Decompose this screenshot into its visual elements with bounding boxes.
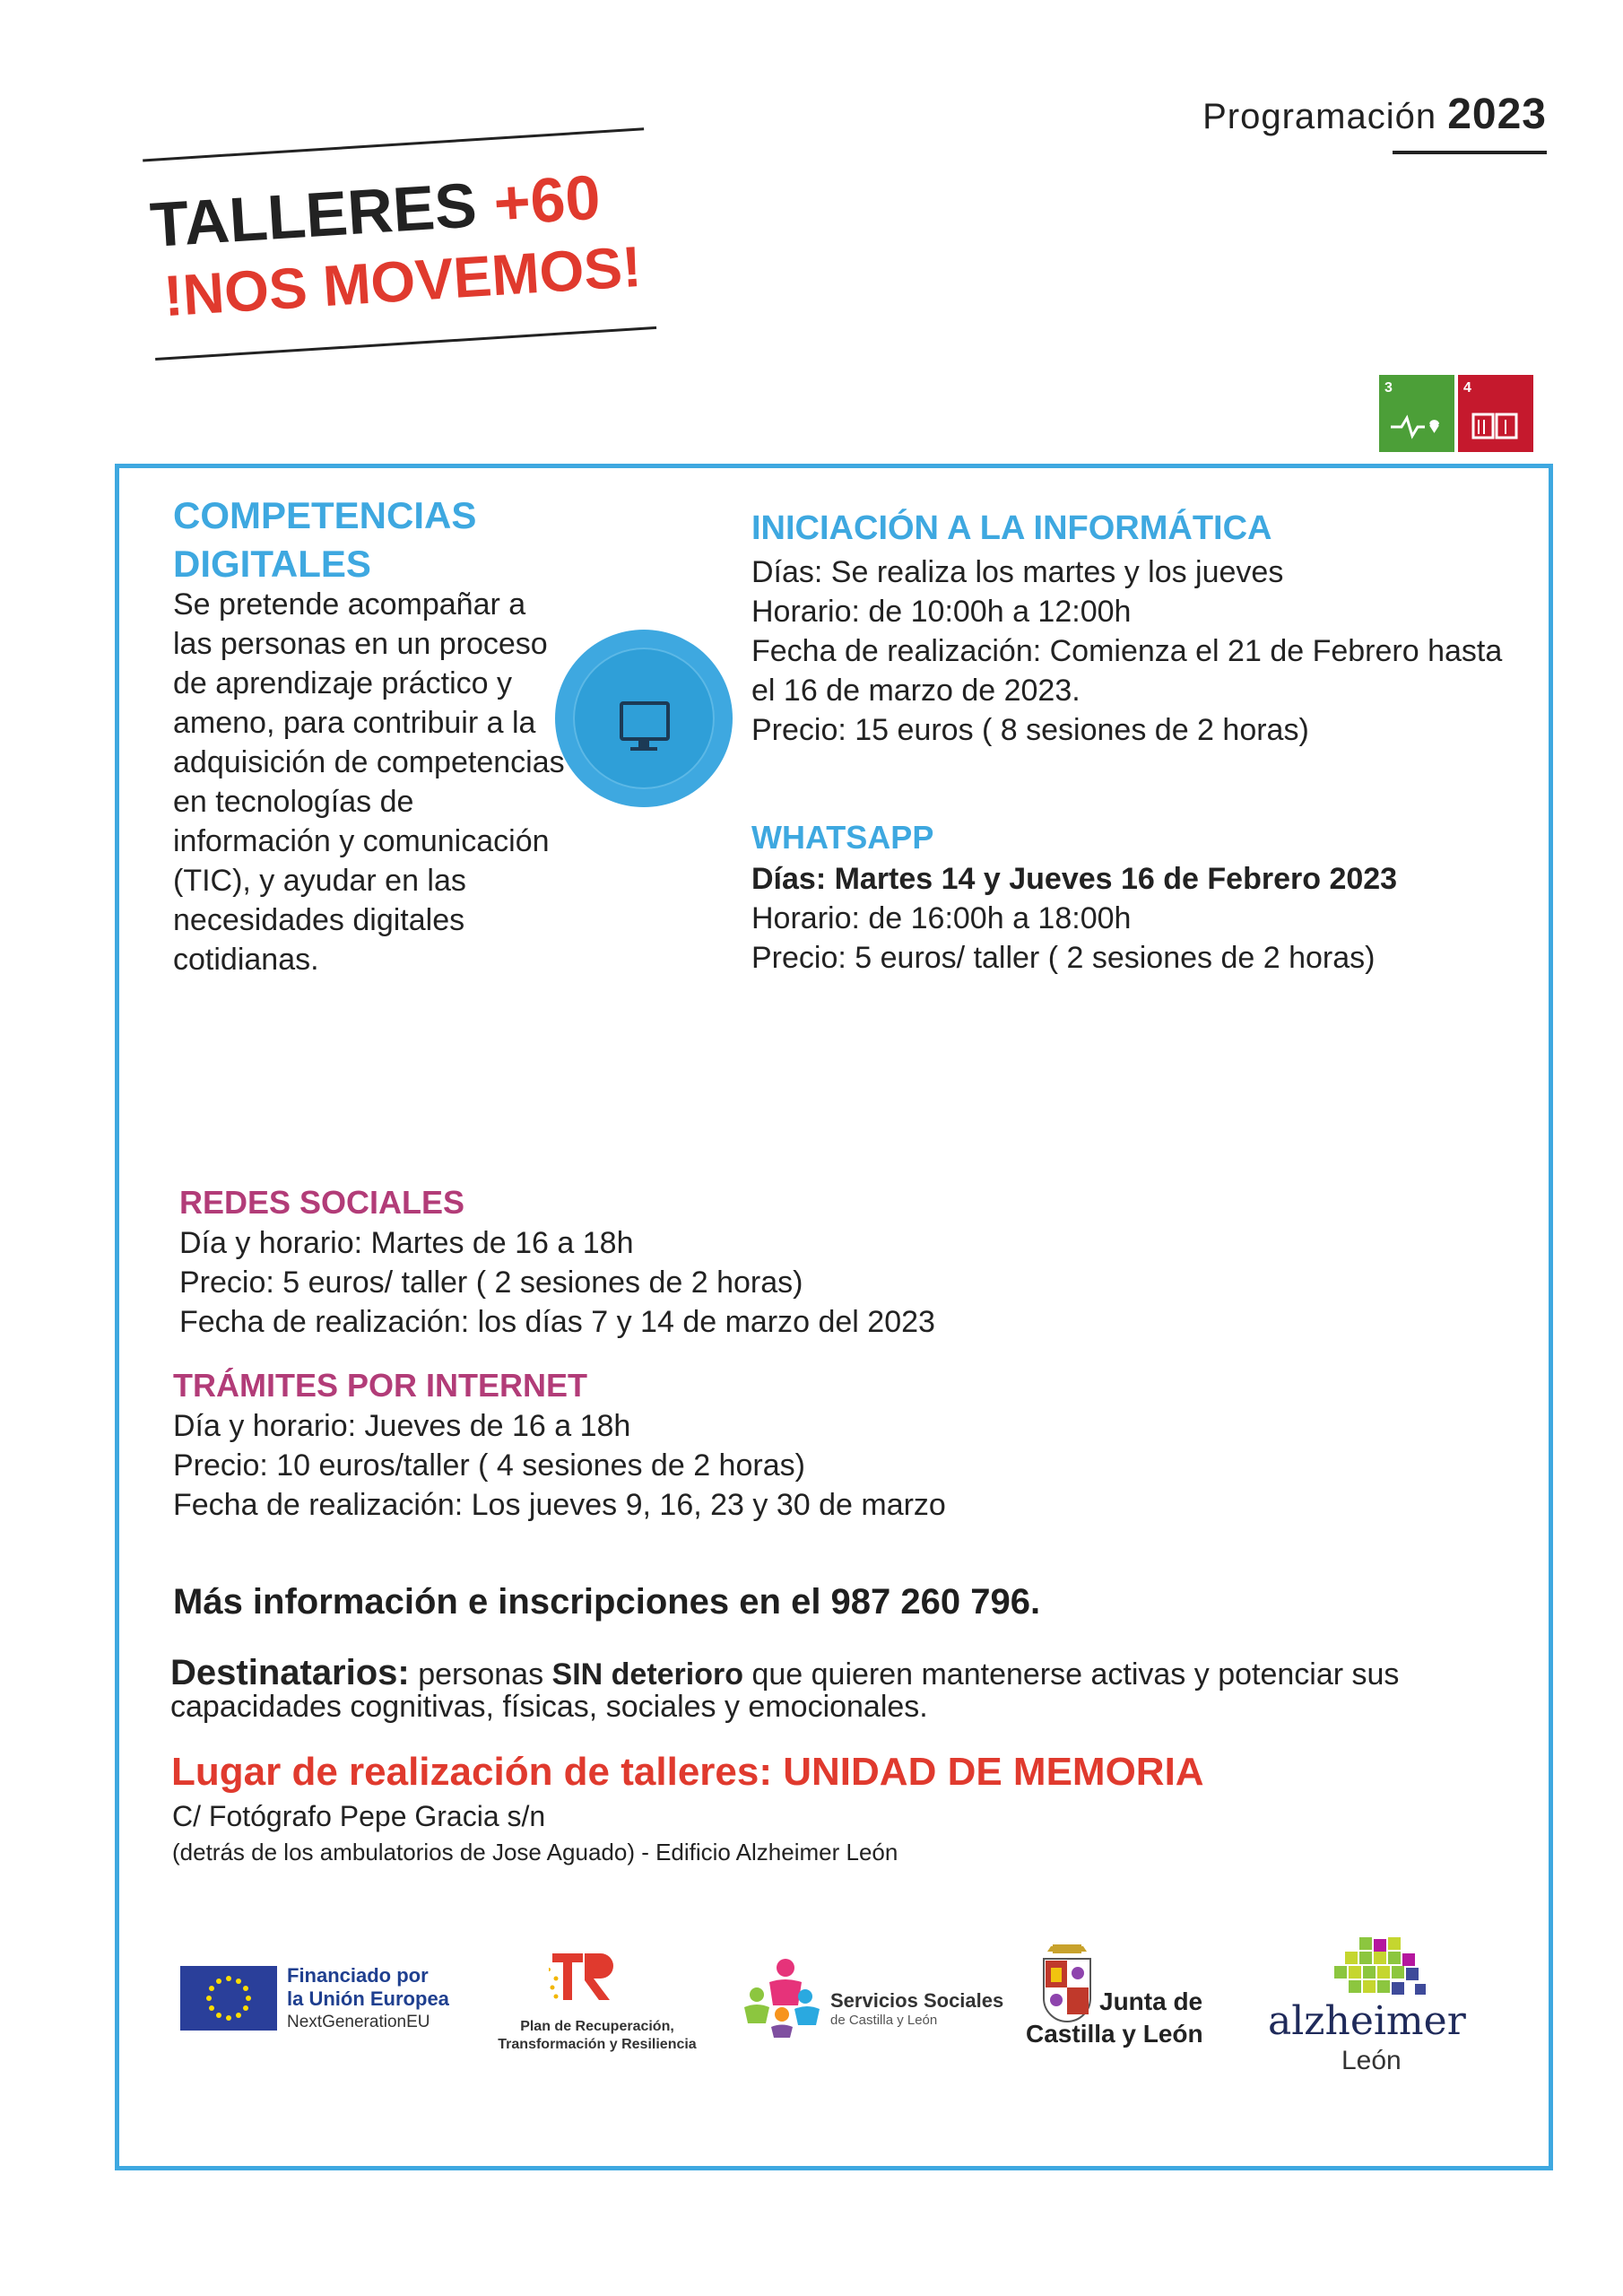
title-plus60: +60 (491, 161, 603, 239)
tramites-title: TRÁMITES POR INTERNET (173, 1367, 588, 1404)
programacion-year: 2023 (1447, 91, 1547, 138)
destinatarios-text-a: personas (409, 1657, 552, 1692)
tramites-horario: Día y horario: Jueves de 16 a 18h (173, 1409, 631, 1443)
info-phone: Más información e inscripciones en el 987 260 796. (173, 1582, 1041, 1622)
servicios-sociales-logo-icon (742, 1955, 825, 2038)
competencias-text: Se pretende acompañar a las personas en un proceso de aprendizaje práctico y ameno, para contribuir a la adquisición de competencias en tecnologías de información y comunicación (TIC), y ayudar en las necesidades digitales cotidianas. (173, 587, 565, 977)
title-block (135, 111, 664, 395)
iniciacion-horario: Horario: de 10:00h a 12:00h (751, 595, 1132, 629)
monitor-screen (620, 701, 670, 741)
lugar-address: C/ Fotógrafo Pepe Gracia s/n (172, 1800, 546, 1832)
destinatarios-label: Destinatarios: (170, 1653, 410, 1692)
monitor-base (630, 747, 657, 751)
alzheimer-line-2: León (1341, 2046, 1402, 2075)
lugar-note: (detrás de los ambulatorios de Jose Aguado) - Edificio Alzheimer León (172, 1839, 898, 1866)
title-top-rule (143, 127, 644, 161)
competencias-title: COMPETENCIAS DIGITALES (173, 494, 477, 585)
eu-line-2: la Unión Europea (287, 1987, 449, 2010)
redes-precio: Precio: 5 euros/ taller ( 2 sesiones de 2 horas) (179, 1265, 803, 1300)
tramites-precio: Precio: 10 euros/taller ( 4 sesiones de 2 horas) (173, 1448, 805, 1483)
iniciacion-dias: Días: Se realiza los martes y los jueves (751, 555, 1284, 589)
destinatarios (170, 1653, 1506, 1724)
sdg-badge-4 (1458, 375, 1533, 452)
iniciacion-precio: Precio: 15 euros ( 8 sesiones de 2 horas) (751, 713, 1309, 747)
tramites-fecha: Fecha de realización: Los jueves 9, 16, 23 y 30 de marzo (173, 1488, 946, 1522)
eu-line-1: Financiado por (287, 1964, 429, 1987)
whatsapp-details (751, 859, 1523, 978)
servicios-sociales-line-1: Servicios Sociales (830, 1989, 1004, 2012)
title-line-2: !NOS MOVEMOS! (161, 233, 644, 329)
alzheimer-line-1: alzheimer (1268, 1998, 1466, 2044)
destinatarios-text-c: que quieren mantenerse activas y potenciar sus capacidades cognitivas, físicas, sociales y emocionales. (170, 1657, 1400, 1724)
sdg-4-number: 4 (1463, 380, 1471, 396)
computer-monitor-icon (573, 648, 715, 789)
sdg-badge-3 (1379, 375, 1454, 452)
junta-line-1: Junta de (1099, 1987, 1203, 2015)
junta-line-2: Castilla y León (1026, 2020, 1203, 2048)
title-bottom-rule (155, 326, 656, 361)
redes-fecha: Fecha de realización: los días 7 y 14 de marzo del 2023 (179, 1305, 935, 1339)
iniciacion-fecha: Fecha de realización: Comienza el 21 de Febrero hasta el 16 de marzo de 2023. (751, 634, 1503, 708)
redes-title: REDES SOCIALES (179, 1184, 465, 1221)
iniciacion-title: INICIACIÓN A LA INFORMÁTICA (751, 509, 1272, 547)
tramites-details (173, 1406, 1159, 1525)
eu-stars-icon (180, 1966, 277, 2031)
whatsapp-horario: Horario: de 16:00h a 18:00h (751, 901, 1132, 935)
computer-circle (555, 630, 733, 807)
programacion-label (1202, 90, 1547, 139)
prtr-logo-icon (549, 1948, 621, 2004)
title-talleres: TALLERES (148, 170, 479, 260)
iniciacion-details (751, 552, 1523, 750)
servicios-sociales-line-2: de Castilla y León (830, 2013, 938, 2028)
book-icon (1471, 411, 1520, 441)
sdg-3-number: 3 (1384, 380, 1393, 396)
programacion-text: Programación (1202, 97, 1437, 136)
header-rule (1393, 151, 1547, 154)
prtr-text (481, 2018, 714, 2054)
redes-details (179, 1223, 1166, 1342)
eu-line-3: NextGenerationEU (287, 2013, 430, 2031)
heartbeat-icon (1389, 411, 1445, 441)
destinatarios-text-b: SIN deterioro (551, 1657, 743, 1692)
prtr-line-1: Plan de Recuperación, (520, 2019, 674, 2034)
junta-shield-icon (1040, 1944, 1094, 2027)
lugar-title: Lugar de realización de talleres: UNIDAD DE MEMORIA (171, 1750, 1204, 1794)
whatsapp-dias: Días: Martes 14 y Jueves 16 de Febrero 2023 (751, 862, 1398, 896)
whatsapp-title: WHATSAPP (751, 819, 934, 856)
eu-funding-text (287, 1964, 449, 2011)
whatsapp-precio: Precio: 5 euros/ taller ( 2 sesiones de 2 horas) (751, 941, 1376, 975)
redes-horario: Día y horario: Martes de 16 a 18h (179, 1226, 634, 1260)
prtr-line-2: Transformación y Resiliencia (498, 2037, 697, 2052)
eu-flag-icon (180, 1966, 277, 2031)
